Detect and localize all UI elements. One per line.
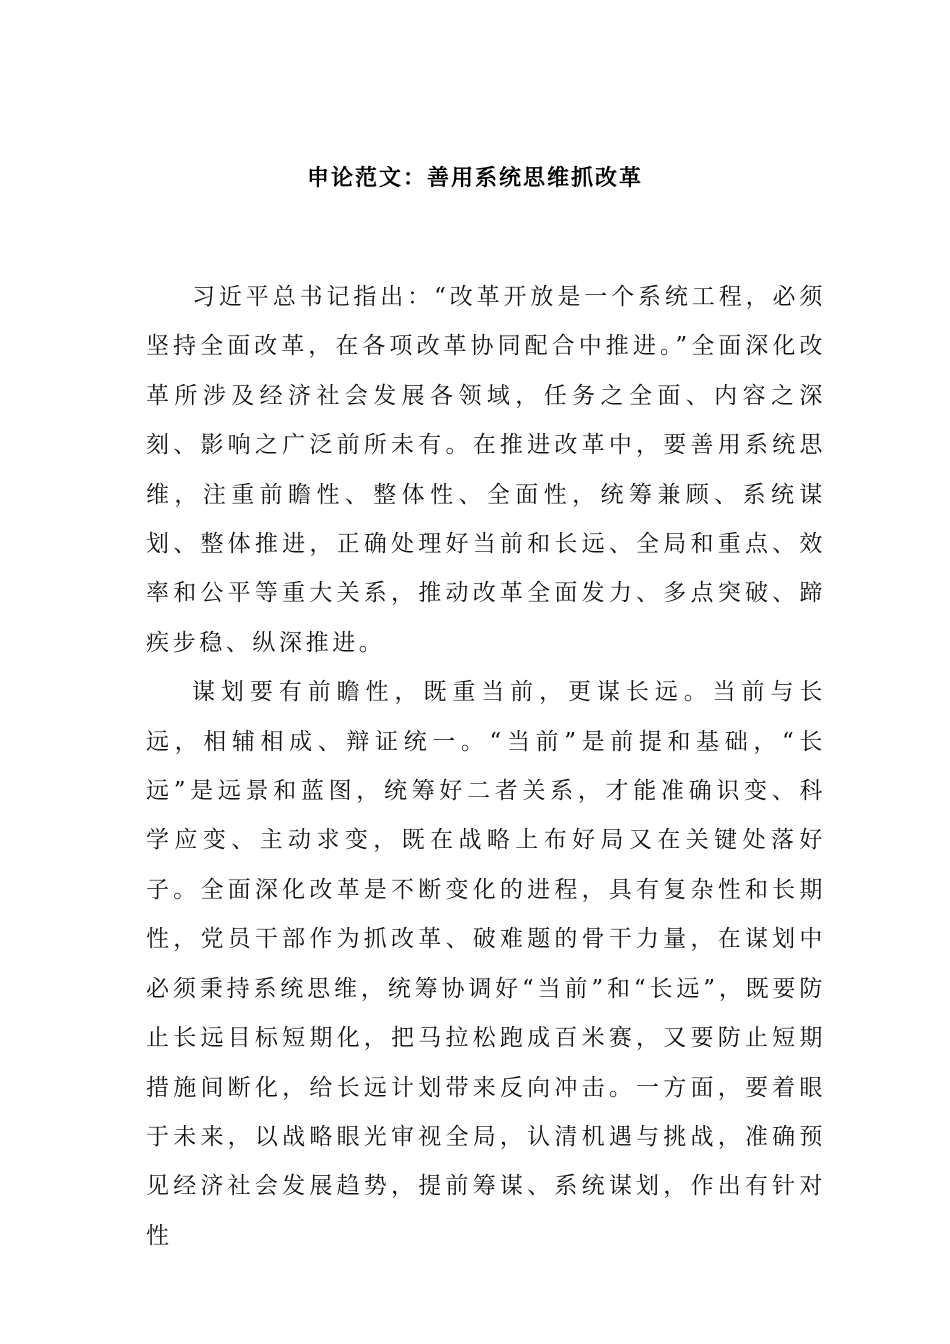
document-body xyxy=(146,273,826,1261)
paragraph-2: 谋划要有前瞻性，既重当前，更谋长远。当前与长远，相辅相成、辩证统一。“当前”是前提和基础，“长远”是远景和蓝图，统筹好二者关系，才能准确识变、科学应变、主动求变，既在战略上布好局又在关键处落好子。全面深化改革是不断变化的进程，具有复杂性和长期性，党员干部作为抓改革、破难题的骨干力量，在谋划中必须秉持系统思维，统筹协调好“当前”和“长远”，既要防止长远目标短期化，把马拉松跑成百米赛，又要防止短期措施间断化，给长远计划带来反向冲击。一方面，要着眼于未来，以战略眼光审视全局，认清机遇与挑战，准确预见经济社会发展趋势，提前筹谋、系统谋划，作出有针对性 xyxy=(146,679,826,1249)
paragraph-1: 习近平总书记指出：“改革开放是一个系统工程，必须坚持全面改革，在各项改革协同配合中推进。”全面深化改革所涉及经济社会发展各领域，任务之全面、内容之深刻、影响之广泛前所未有。在推进改革中，要善用系统思维，注重前瞻性、整体性、全面性，统筹兼顾、系统谋划、整体推进，正确处理好当前和长远、全局和重点、效率和公平等重大关系，推动改革全面发力、多点突破、蹄疾步稳、纵深推进。 xyxy=(146,284,826,656)
document-title: 申论范文：善用系统思维抓改革 xyxy=(306,166,643,191)
